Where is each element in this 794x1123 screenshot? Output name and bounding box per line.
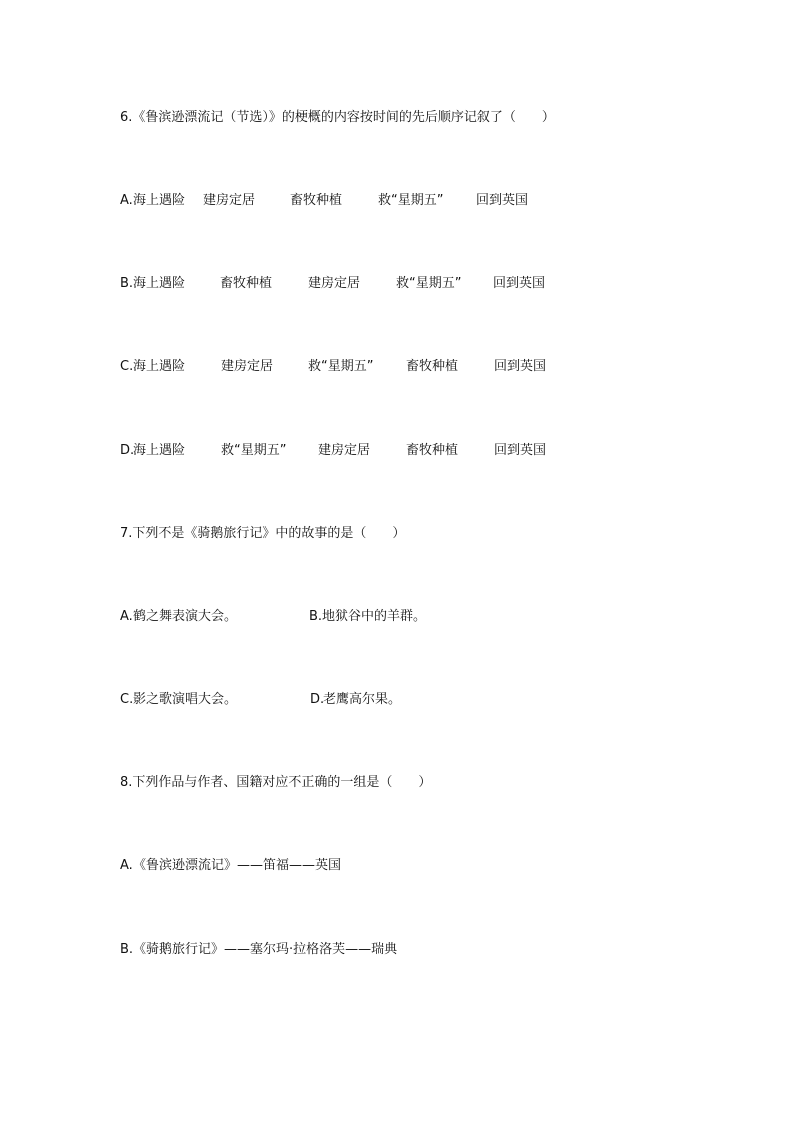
option-item: 救“星期五” bbox=[396, 276, 462, 291]
option-item: 建房定居 bbox=[203, 193, 256, 208]
option-text: 《鲁滨逊漂流记》——笛福——英国 bbox=[133, 858, 342, 873]
option-item: 畜牧种植 bbox=[290, 193, 343, 208]
option-item: 海上遇险 bbox=[133, 276, 186, 291]
option-d-label: D. bbox=[310, 692, 325, 707]
option-c-text: 影之歌演唱大会。 bbox=[133, 692, 238, 707]
option-item: 海上遇险 bbox=[133, 193, 186, 208]
option-item: 救“星期五” bbox=[221, 443, 287, 458]
option-item: 建房定居 bbox=[221, 359, 274, 374]
option-a-label: A. bbox=[120, 609, 133, 624]
question-7-stem: 7.下列不是《骑鹅旅行记》中的故事的是（ ） bbox=[120, 526, 406, 541]
question-7-options-row-1 bbox=[120, 608, 427, 698]
option-label: D. bbox=[120, 443, 135, 458]
option-item: 海上遇险 bbox=[133, 443, 186, 458]
option-item: 畜牧种植 bbox=[406, 443, 459, 458]
question-8-option-a bbox=[120, 857, 342, 911]
question-8-stem: 8.下列作品与作者、国籍对应不正确的一组是（ ） bbox=[120, 775, 432, 790]
option-b-label: B. bbox=[309, 609, 323, 624]
option-item: 建房定居 bbox=[308, 276, 361, 291]
option-label: B. bbox=[120, 942, 134, 957]
option-label: A. bbox=[120, 193, 133, 208]
option-item: 回到英国 bbox=[476, 193, 529, 208]
question-8-option-b bbox=[120, 941, 398, 995]
option-text: 《骑鹅旅行记》——塞尔玛·拉格洛芙——瑞典 bbox=[133, 942, 398, 957]
option-d-text: 老鹰高尔果。 bbox=[323, 692, 402, 707]
option-item: 海上遇险 bbox=[133, 359, 186, 374]
option-label: B. bbox=[120, 276, 134, 291]
option-item: 建房定居 bbox=[318, 443, 371, 458]
option-c-label: C. bbox=[120, 692, 134, 707]
question-7-options-row-2 bbox=[120, 691, 402, 781]
option-a-text: 鹤之舞表演大会。 bbox=[133, 609, 238, 624]
option-label: C. bbox=[120, 359, 134, 374]
option-item: 畜牧种植 bbox=[406, 359, 459, 374]
option-item: 回到英国 bbox=[494, 443, 547, 458]
option-item: 救“星期五” bbox=[308, 359, 374, 374]
option-label: A. bbox=[120, 858, 133, 873]
option-item: 救“星期五” bbox=[378, 193, 444, 208]
option-item: 回到英国 bbox=[494, 359, 547, 374]
option-item: 畜牧种植 bbox=[220, 276, 273, 291]
question-6-stem: 6.《鲁滨逊漂流记（节选）》的梗概的内容按时间的先后顺序记叙了（ ） bbox=[120, 110, 555, 125]
option-b-text: 地狱谷中的羊群。 bbox=[322, 609, 427, 624]
option-item: 回到英国 bbox=[493, 276, 546, 291]
